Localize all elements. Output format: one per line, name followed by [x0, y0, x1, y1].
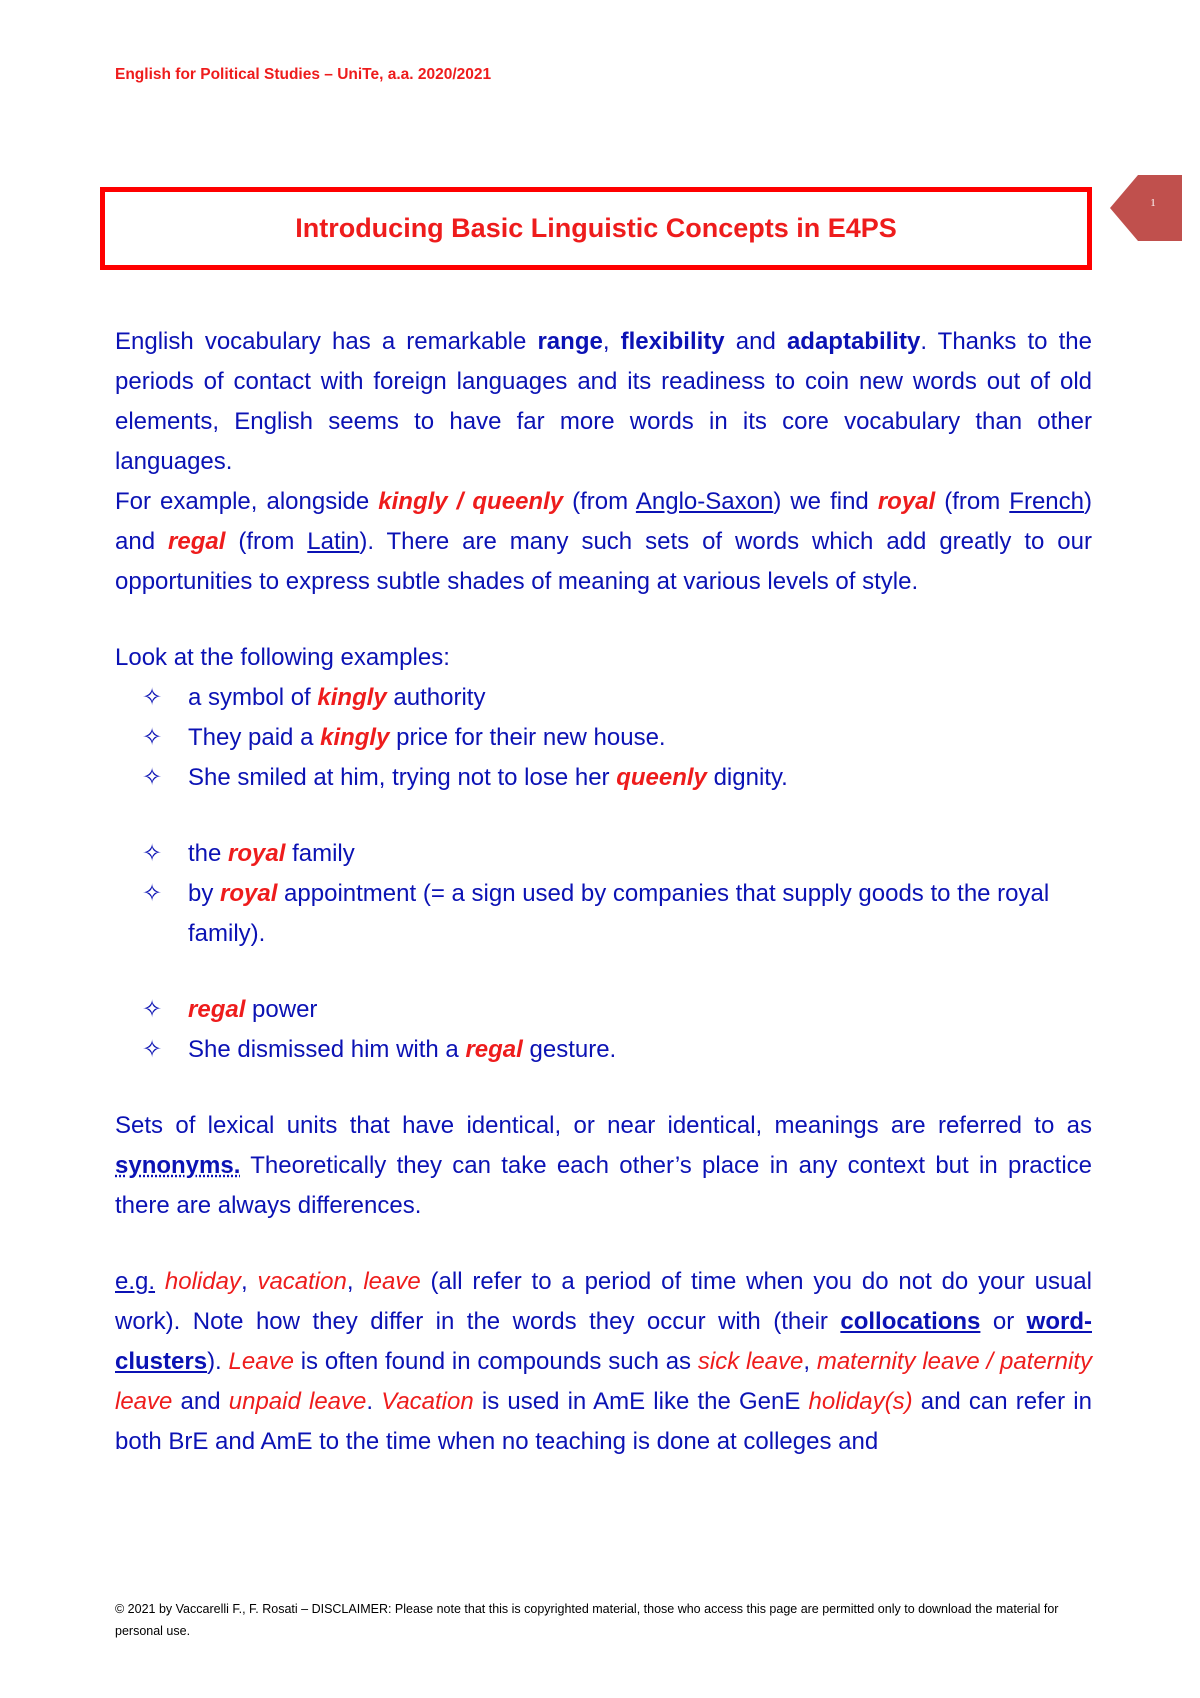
text: gesture.	[522, 1036, 617, 1063]
origin-latin: Latin	[307, 528, 360, 555]
paragraph-vocabulary	[115, 322, 1092, 482]
text: and	[172, 1388, 229, 1415]
text: appointment (= a sign used by companies that supply goods to the royal family).	[188, 880, 1050, 947]
keyword: queenly	[616, 764, 707, 791]
keyword-range: range	[537, 328, 603, 355]
example-list-regal	[115, 990, 1092, 1070]
list-item	[115, 1030, 1092, 1070]
text: by	[188, 880, 221, 907]
star-bullet-icon: ✧	[142, 1036, 163, 1063]
word-holidays: holiday(s)	[808, 1388, 913, 1415]
text: family	[285, 840, 355, 867]
text: (from	[935, 488, 1010, 515]
comment-number: 1	[1150, 197, 1156, 209]
keyword: kingly	[317, 684, 387, 711]
list-item	[115, 834, 1092, 874]
star-bullet-icon: ✧	[142, 996, 163, 1023]
spacer	[115, 954, 1092, 990]
text: She smiled at him, trying not to lose her	[188, 764, 617, 791]
list-item	[115, 678, 1092, 718]
text: ,	[240, 1268, 258, 1295]
text: power	[245, 996, 318, 1023]
paragraph-example	[115, 482, 1092, 602]
keyword-adaptability: adaptability	[786, 328, 921, 355]
keyword-synonyms: synonyms.	[115, 1152, 241, 1179]
running-header: English for Political Studies – UniTe, a.a. 2020/2021	[115, 66, 492, 83]
keyword: royal	[220, 880, 278, 907]
text: authority	[386, 684, 486, 711]
paragraph-holiday	[115, 1262, 1092, 1462]
keyword: regal	[188, 996, 246, 1023]
text: a symbol of	[188, 684, 318, 711]
spacer	[115, 798, 1092, 834]
spacer	[115, 602, 1092, 638]
word-sick-leave: sick leave	[697, 1348, 804, 1375]
word-holiday: holiday	[164, 1268, 241, 1295]
text: ,	[346, 1268, 364, 1295]
keyword-flexibility: flexibility	[620, 328, 725, 355]
example-list-royal	[115, 834, 1092, 954]
text: ).	[207, 1348, 229, 1375]
text: (from	[563, 488, 636, 515]
keyword-kingly-queenly: kingly / queenly	[378, 488, 564, 515]
page-title: Introducing Basic Linguistic Concepts in E4PS	[295, 213, 897, 243]
example-list-kingly	[115, 678, 1092, 798]
keyword: kingly	[320, 724, 390, 751]
star-bullet-icon: ✧	[142, 684, 163, 711]
keyword-collocations: collocations	[840, 1308, 981, 1335]
word-vacation: Vacation	[381, 1388, 474, 1415]
text: Sets of lexical units that have identical, or near identical, meanings are referred to as	[115, 1112, 1092, 1139]
text: ,	[803, 1348, 817, 1375]
text: . Thanks to the periods of contact with foreign languages and its readiness to coin new words out of old elements, English seems to have far more words in its core vocabulary than other languages.	[115, 328, 1092, 475]
star-bullet-icon: ✧	[142, 880, 163, 907]
text: Theoretically they can take each other’s place in any context but in practice there are always differences.	[115, 1152, 1092, 1219]
text: English vocabulary has a remarkable	[115, 328, 538, 355]
copyright-footer: © 2021 by Vaccarelli F., F. Rosati – DISCLAIMER: Please note that this is copyrighted material, those who access this page are permitted only to download the material for personal use.	[115, 1602, 1059, 1638]
word-leave: leave	[363, 1268, 421, 1295]
text: the	[188, 840, 229, 867]
star-bullet-icon: ✧	[142, 840, 163, 867]
text: She dismissed him with a	[188, 1036, 466, 1063]
text: and can refer in both BrE and AmE to the time when no teaching is done at colleges and	[115, 1388, 1092, 1455]
text: price for their new house.	[389, 724, 666, 751]
text: For example, alongside	[115, 488, 379, 515]
text	[155, 1268, 165, 1295]
keyword-word-clusters: word-clusters	[115, 1308, 1092, 1375]
text: .	[366, 1388, 382, 1415]
paragraph-synonyms	[115, 1106, 1092, 1226]
text: is used in AmE like the GenE	[473, 1388, 809, 1415]
star-bullet-icon: ✧	[142, 764, 163, 791]
keyword: royal	[228, 840, 286, 867]
examples-intro: Look at the following examples:	[115, 644, 450, 671]
title-box	[100, 187, 1092, 270]
word-unpaid-leave: unpaid leave	[228, 1388, 367, 1415]
spacer	[115, 1070, 1092, 1106]
text: dignity.	[706, 764, 788, 791]
word-vacation: vacation	[257, 1268, 347, 1295]
text: They paid a	[188, 724, 321, 751]
text: (from	[225, 528, 308, 555]
word-leave: Leave	[228, 1348, 294, 1375]
text: and	[724, 328, 787, 355]
star-bullet-icon: ✧	[142, 724, 163, 751]
text: ,	[602, 328, 621, 355]
text: ) we find	[773, 488, 878, 515]
spacer	[115, 1226, 1092, 1262]
origin-anglo-saxon: Anglo-Saxon	[635, 488, 774, 515]
text: ). There are many such sets of words which add greatly to our opportunities to express subtle shades of meaning at various levels of style.	[115, 528, 1092, 595]
keyword-royal: royal	[877, 488, 936, 515]
text: (all refer to a period of time when you do not do your usual work). Note how they differ in the words they occur with (their	[115, 1268, 1092, 1335]
origin-french: French	[1009, 488, 1084, 515]
list-item	[115, 718, 1092, 758]
text: ) and	[115, 488, 1092, 555]
word-maternity-paternity: maternity leave / paternity leave	[115, 1348, 1093, 1415]
text: is often found in compounds such as	[293, 1348, 698, 1375]
list-item	[115, 990, 1092, 1030]
keyword-regal: regal	[168, 528, 226, 555]
list-item	[115, 874, 1092, 954]
list-item	[115, 758, 1092, 798]
keyword: regal	[465, 1036, 523, 1063]
main-content	[115, 322, 1092, 1462]
eg-label: e.g.	[115, 1268, 156, 1295]
text: or	[980, 1308, 1027, 1335]
